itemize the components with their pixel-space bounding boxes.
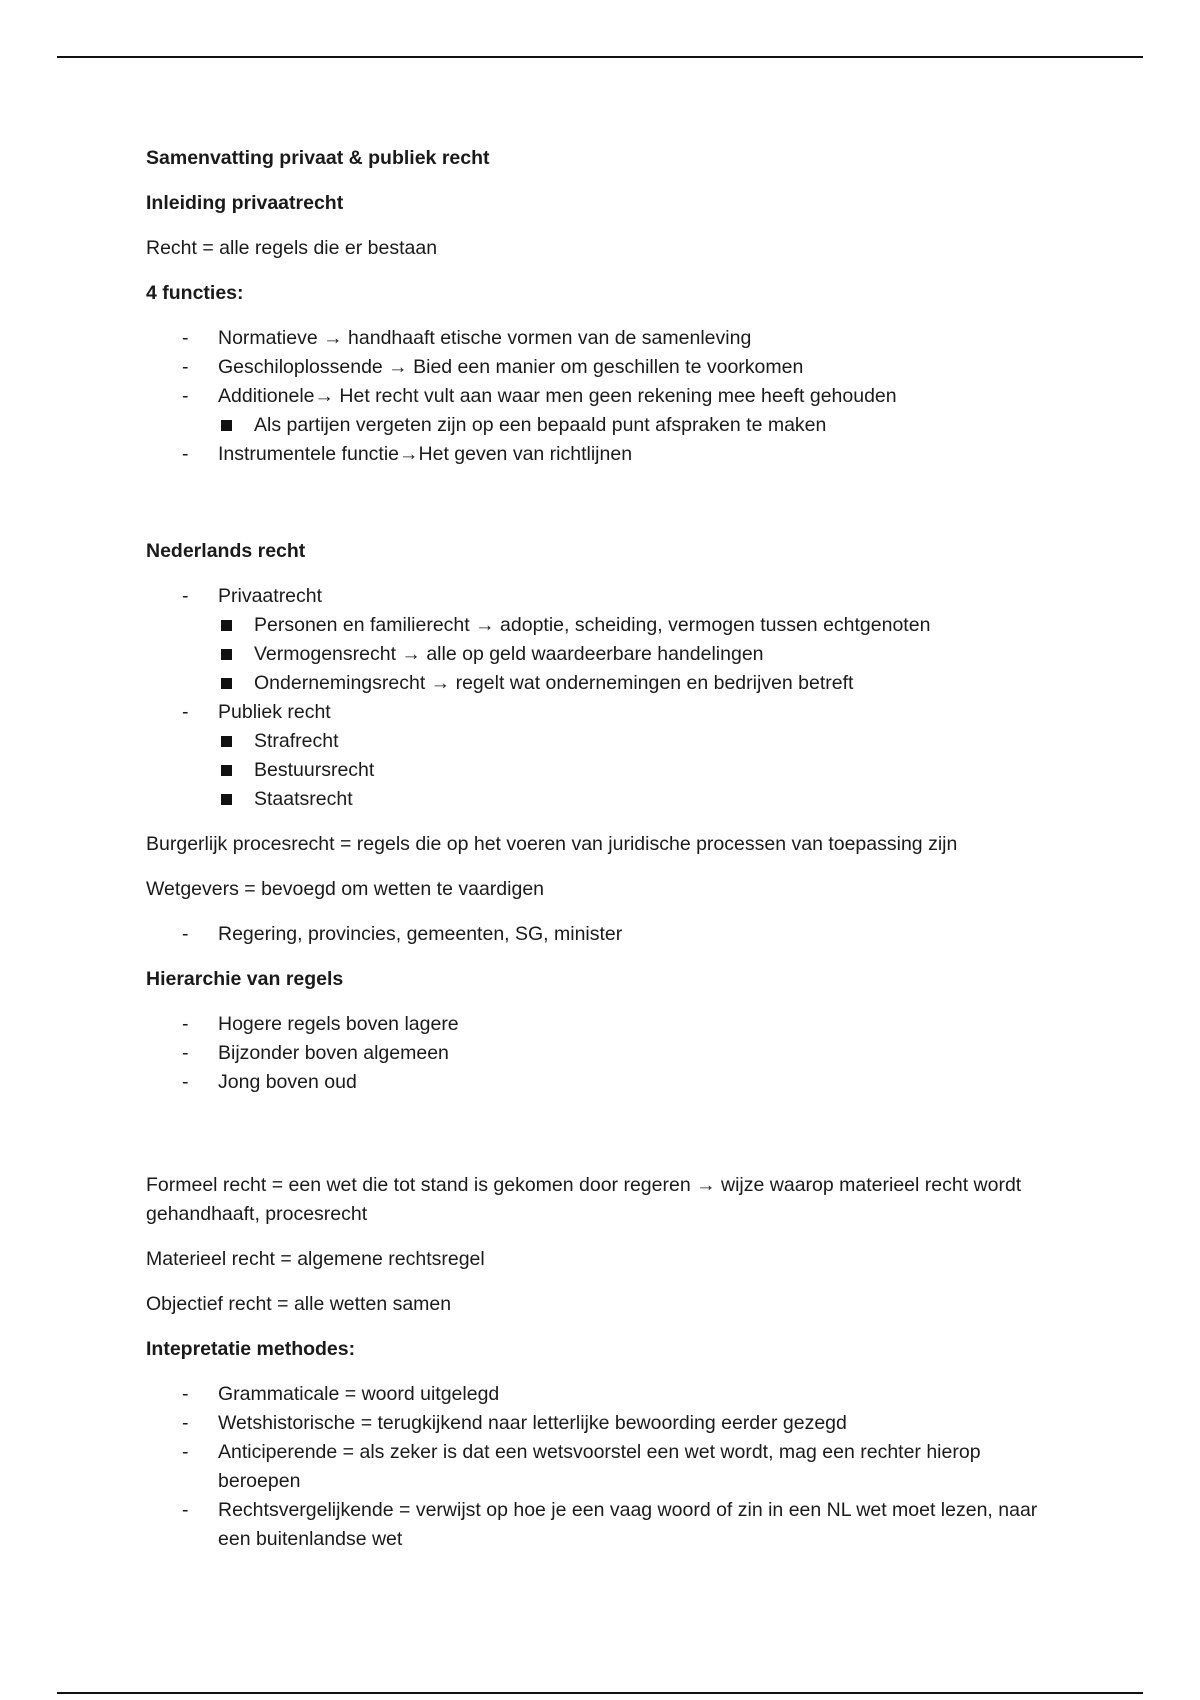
dash-bullet: -	[182, 1499, 189, 1521]
square-bullet-icon	[221, 794, 232, 805]
list-item-text: Vermogensrecht → alle op geld waardeerbare handelingen	[254, 643, 764, 665]
recht-definition: Recht = alle regels die er bestaan	[146, 237, 438, 259]
dash-bullet: -	[182, 923, 189, 945]
sub-list-item	[146, 411, 1046, 440]
dash-bullet: -	[182, 1042, 189, 1064]
spacer	[146, 1113, 1046, 1171]
section-heading-inleiding: Inleiding privaatrecht	[146, 192, 344, 214]
list-item-text: Anticiperende = als zeker is dat een wetsvoorstel een wet wordt, mag een rechter hierop beroepen	[218, 1441, 981, 1492]
header-rule	[57, 56, 1143, 58]
list-item-text: Personen en familierecht → adoptie, scheiding, vermogen tussen echtgenoten	[254, 614, 931, 636]
list-item	[146, 582, 1046, 611]
list-item	[146, 1039, 1046, 1068]
list-item-text: Jong boven oud	[218, 1071, 357, 1093]
list-item	[146, 1380, 1046, 1409]
sub-list-item	[146, 727, 1046, 756]
dash-bullet: -	[182, 585, 189, 607]
sub-list-item	[146, 611, 1046, 640]
list-item-text: Rechtsvergelijkende = verwijst op hoe je een vaag woord of zin in een NL wet moet lezen, naar een buitenlandse wet	[218, 1499, 1038, 1550]
materieel-recht-definition: Materieel recht = algemene rechtsregel	[146, 1248, 485, 1270]
hierarchie-list	[146, 1010, 1046, 1097]
list-item-text: Additionele→ Het recht vult aan waar men geen rekening mee heeft gehouden	[218, 385, 897, 407]
list-item-text: Privaatrecht	[218, 585, 323, 607]
document-title: Samenvatting privaat & publiek recht	[146, 147, 490, 169]
list-item-text: Staatsrecht	[254, 788, 353, 810]
functions-heading: 4 functies:	[146, 282, 244, 304]
burgerlijk-procesrecht-definition: Burgerlijk procesrecht = regels die op het voeren van juridische processen van toepassing zijn	[146, 833, 958, 855]
list-item-text: Bestuursrecht	[254, 759, 375, 781]
list-item-text: Hogere regels boven lagere	[218, 1013, 459, 1035]
list-item	[146, 1496, 1046, 1554]
dash-bullet: -	[182, 1441, 189, 1463]
document-page	[146, 144, 1046, 1570]
list-item-text: Strafrecht	[254, 730, 339, 752]
list-item-text: Normatieve → handhaaft etische vormen van de samenleving	[218, 327, 752, 349]
section-heading-interpretatie: Intepretatie methodes:	[146, 1338, 356, 1360]
wetgevers-list	[146, 920, 1046, 949]
dash-bullet: -	[182, 385, 189, 407]
sub-list-item	[146, 785, 1046, 814]
dash-bullet: -	[182, 1412, 189, 1434]
list-item-text: Instrumentele functie→Het geven van richtlijnen	[218, 443, 633, 465]
list-item	[146, 1409, 1046, 1438]
dash-bullet: -	[182, 1071, 189, 1093]
square-bullet-icon	[221, 736, 232, 747]
list-item-text: Wetshistorische = terugkijkend naar letterlijke bewoording eerder gezegd	[218, 1412, 847, 1434]
square-bullet-icon	[221, 620, 232, 631]
nederlands-recht-list	[146, 582, 1046, 814]
objectief-recht-definition: Objectief recht = alle wetten samen	[146, 1293, 452, 1315]
list-item	[146, 1438, 1046, 1496]
list-item	[146, 1010, 1046, 1039]
section-heading-nederlands: Nederlands recht	[146, 540, 306, 562]
spacer	[146, 485, 1046, 537]
dash-bullet: -	[182, 1013, 189, 1035]
square-bullet-icon	[221, 420, 232, 431]
interpretatie-methods-list	[146, 1380, 1046, 1554]
dash-bullet: -	[182, 701, 189, 723]
formeel-recht-definition: Formeel recht = een wet die tot stand is gekomen door regeren → wijze waarop materieel recht wordt gehandhaaft, procesrecht	[146, 1174, 1022, 1225]
footer-rule	[57, 1692, 1143, 1694]
sub-list-item	[146, 640, 1046, 669]
sub-list-item	[146, 669, 1046, 698]
square-bullet-icon	[221, 678, 232, 689]
functions-list	[146, 324, 1046, 469]
list-item-text: Ondernemingsrecht → regelt wat ondernemingen en bedrijven betreft	[254, 672, 854, 694]
list-item-text: Grammaticale = woord uitgelegd	[218, 1383, 500, 1405]
list-item	[146, 920, 1046, 949]
dash-bullet: -	[182, 443, 189, 465]
dash-bullet: -	[182, 1383, 189, 1405]
list-item	[146, 353, 1046, 382]
list-item-text: Regering, provincies, gemeenten, SG, minister	[218, 923, 623, 945]
wetgevers-definition: Wetgevers = bevoegd om wetten te vaardigen	[146, 878, 545, 900]
square-bullet-icon	[221, 649, 232, 660]
list-item-text: Publiek recht	[218, 701, 331, 723]
list-item-text: Geschiloplossende → Bied een manier om geschillen te voorkomen	[218, 356, 804, 378]
list-item	[146, 440, 1046, 469]
sub-list-item	[146, 756, 1046, 785]
dash-bullet: -	[182, 356, 189, 378]
list-item	[146, 324, 1046, 353]
list-item-text: Bijzonder boven algemeen	[218, 1042, 449, 1064]
list-item	[146, 382, 1046, 411]
square-bullet-icon	[221, 765, 232, 776]
section-heading-hierarchie: Hierarchie van regels	[146, 968, 344, 990]
list-item-text: Als partijen vergeten zijn op een bepaald punt afspraken te maken	[254, 414, 827, 436]
dash-bullet: -	[182, 327, 189, 349]
list-item	[146, 698, 1046, 727]
list-item	[146, 1068, 1046, 1097]
